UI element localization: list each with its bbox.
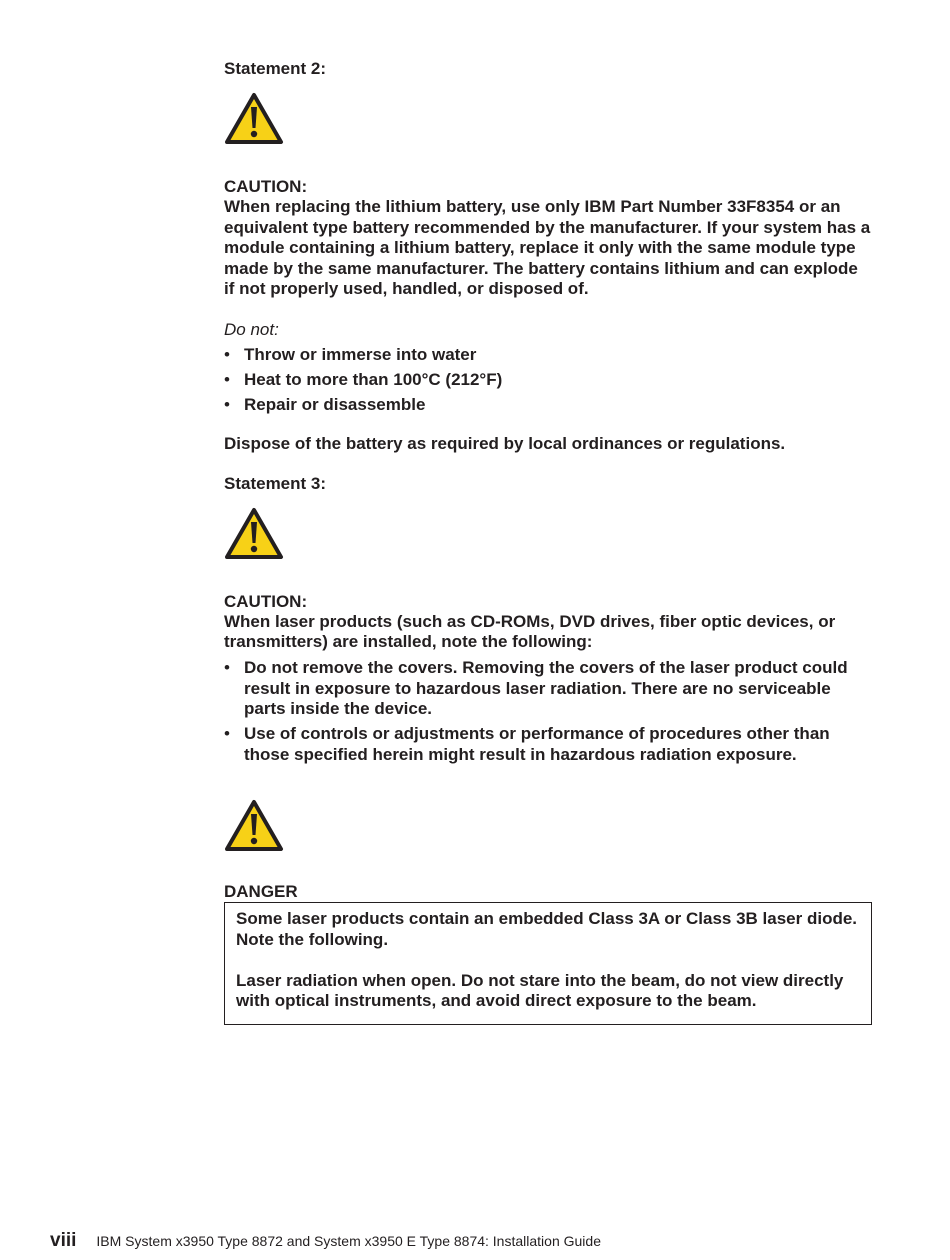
list-item: • Throw or immerse into water xyxy=(224,344,477,364)
list-item: • Repair or disassemble xyxy=(224,395,426,415)
danger-text-2: Laser radiation when open. Do not stare into the beam, do not view directly with optical instruments, and avoid direct exposure to the beam. xyxy=(236,970,844,1011)
statement-2-caution-text: When replacing the lithium battery, use only IBM Part Number 33F8354 or an equivalent type battery recommended by the manufacturer. If your system has a module containing a lithium battery, replace it only with the same module type made by the same manufacturer. The battery contains lithium and can explode if not properly used, handled, or disposed of. xyxy=(224,197,871,299)
laser-caution-list xyxy=(224,658,872,765)
list-item: • Do not remove the covers. Removing the covers of the laser product could result in exposure to hazardous laser radiation. There are no serviceable parts inside the device. xyxy=(224,657,848,719)
page-footer xyxy=(50,1230,910,1252)
document-title: IBM System x3950 Type 8872 and System x3950 E Type 8874: Installation Guide xyxy=(96,1233,601,1249)
list-item: • Use of controls or adjustments or performance of procedures other than those specified herein might result in hazardous radiation exposure. xyxy=(224,724,830,764)
do-not-list xyxy=(224,345,872,416)
danger-label: DANGER xyxy=(224,882,298,902)
do-not-label: Do not: xyxy=(224,319,279,339)
page-number: viii xyxy=(50,1230,77,1251)
dispose-text: Dispose of the battery as required by local ordinances or regulations. xyxy=(224,433,786,453)
warning-triangle-icon xyxy=(224,799,284,853)
statement-2-caution-label: CAUTION: xyxy=(224,177,308,196)
statement-2-title: Statement 2: xyxy=(224,59,327,78)
page-content xyxy=(224,58,872,1025)
warning-triangle-icon xyxy=(224,92,284,146)
danger-text-1: Some laser products contain an embedded Class 3A or Class 3B laser diode. Note the following. xyxy=(236,909,858,949)
danger-box xyxy=(224,902,872,1024)
statement-3-caution-label: CAUTION: xyxy=(224,591,308,611)
warning-triangle-icon xyxy=(224,507,284,561)
statement-3-title: Statement 3: xyxy=(224,473,327,493)
statement-3-caution-text: When laser products (such as CD-ROMs, DVD drives, fiber optic devices, or transmitters) are installed, note the following: xyxy=(224,611,836,652)
list-item: • Heat to more than 100°C (212°F) xyxy=(224,370,503,390)
